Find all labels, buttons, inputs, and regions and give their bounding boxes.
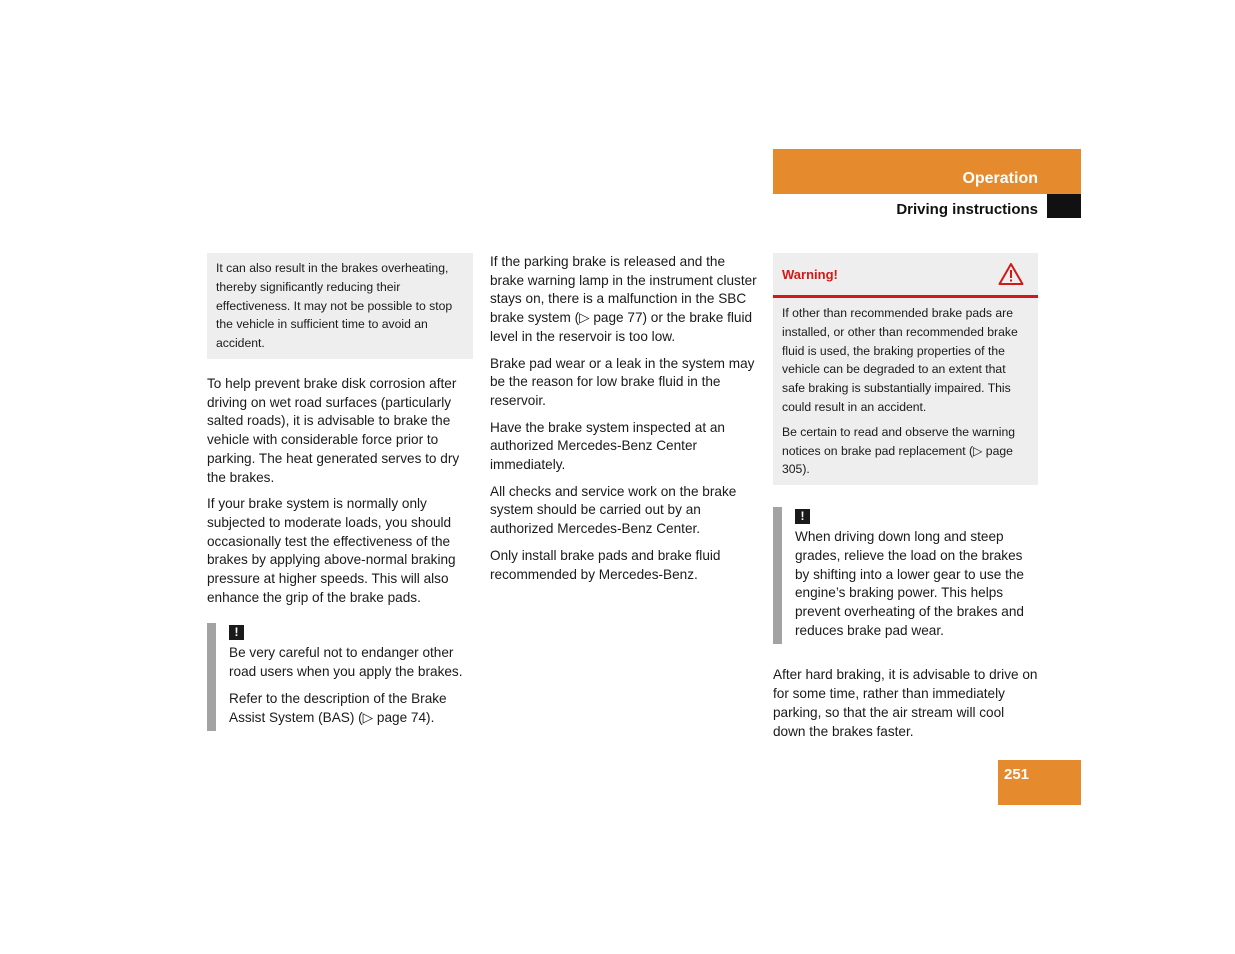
notice-paragraph: When driving down long and steep grades, relieve the load on the brakes by shifting into a lower gear to use the engine’s braking power. This helps prevent overheating of the brakes and reduces brake pad wear. (795, 529, 1024, 638)
paragraph: After hard braking, it is advisable to drive on for some time, rather than immediately parking, so that the air stream will cool down the brakes faster. (773, 667, 1038, 739)
warning-box (773, 253, 1038, 485)
warning-paragraph: Be certain to read and observe the warning notices on brake pad replacement (▷ page 305). (782, 424, 1016, 477)
warning-triangle-icon (998, 262, 1024, 286)
notice-paragraph: Refer to the description of the Brake Assist System (BAS) (▷ page 74). (229, 690, 447, 725)
paragraph: To help prevent brake disk corrosion after driving on wet road surfaces (particularly salted roads), it is advisable to brake the vehicle with considerable force prior to parking. The heat generated serves to dry the brakes. (207, 375, 460, 485)
notice-bar (773, 507, 782, 644)
notice-box (773, 507, 1038, 644)
column-right (773, 253, 1038, 749)
notice-body (216, 623, 473, 731)
page-number: 251 (1004, 766, 1030, 783)
notice-paragraph: Be very careful not to endanger other road users when you apply the brakes. (229, 645, 463, 680)
notice-body (782, 507, 1038, 644)
paragraph: All checks and service work on the brake system should be carried out by an authorized Mercedes-Benz Center. (490, 483, 737, 537)
section-header-bar (773, 149, 1081, 194)
column-left (207, 253, 473, 731)
paragraph: If your brake system is normally only subjected to moderate loads, you should occasionally test the effectiveness of the brakes by applying above-normal braking pressure at higher speeds. This will also enhance the grip of the brake pads. (207, 496, 456, 605)
warning-label: Warning! (782, 267, 838, 282)
notice-box (207, 623, 473, 731)
paragraph: Have the brake system inspected at an authorized Mercedes-Benz Center immediately. (490, 419, 725, 473)
paragraph: Brake pad wear or a leak in the system may be the reason for low brake fluid in the reservoir. (490, 355, 755, 408)
notice-bar (207, 623, 216, 731)
exclamation-icon: ! (795, 509, 810, 524)
page-number-box (998, 760, 1081, 805)
section-title: Operation (962, 170, 1038, 187)
warning-body (773, 298, 1038, 485)
paragraph: If the parking brake is released and the brake warning lamp in the instrument cluster stays on, there is a malfunction in the SBC brake system (▷ page 77) or the brake fluid level in the reservoir is too low. (490, 254, 757, 344)
exclamation-icon: ! (229, 625, 244, 640)
warning-header (773, 253, 1038, 298)
warning-paragraph: If other than recommended brake pads are installed, or other than recommended brake fluid is used, the braking properties of the vehicle can be degraded to an extent that safe braking is substantially impaired. This could result in an accident. (782, 306, 1018, 414)
section-tab-marker (1047, 194, 1081, 218)
paragraph: Only install brake pads and brake fluid recommended by Mercedes-Benz. (490, 547, 721, 582)
continued-warning-box: It can also result in the brakes overheating, thereby significantly reducing their effectiveness. It may not be possible to stop the vehicle in sufficient time to avoid an accident. (207, 253, 473, 359)
subsection-title: Driving instructions (896, 201, 1038, 218)
column-middle (490, 253, 758, 592)
